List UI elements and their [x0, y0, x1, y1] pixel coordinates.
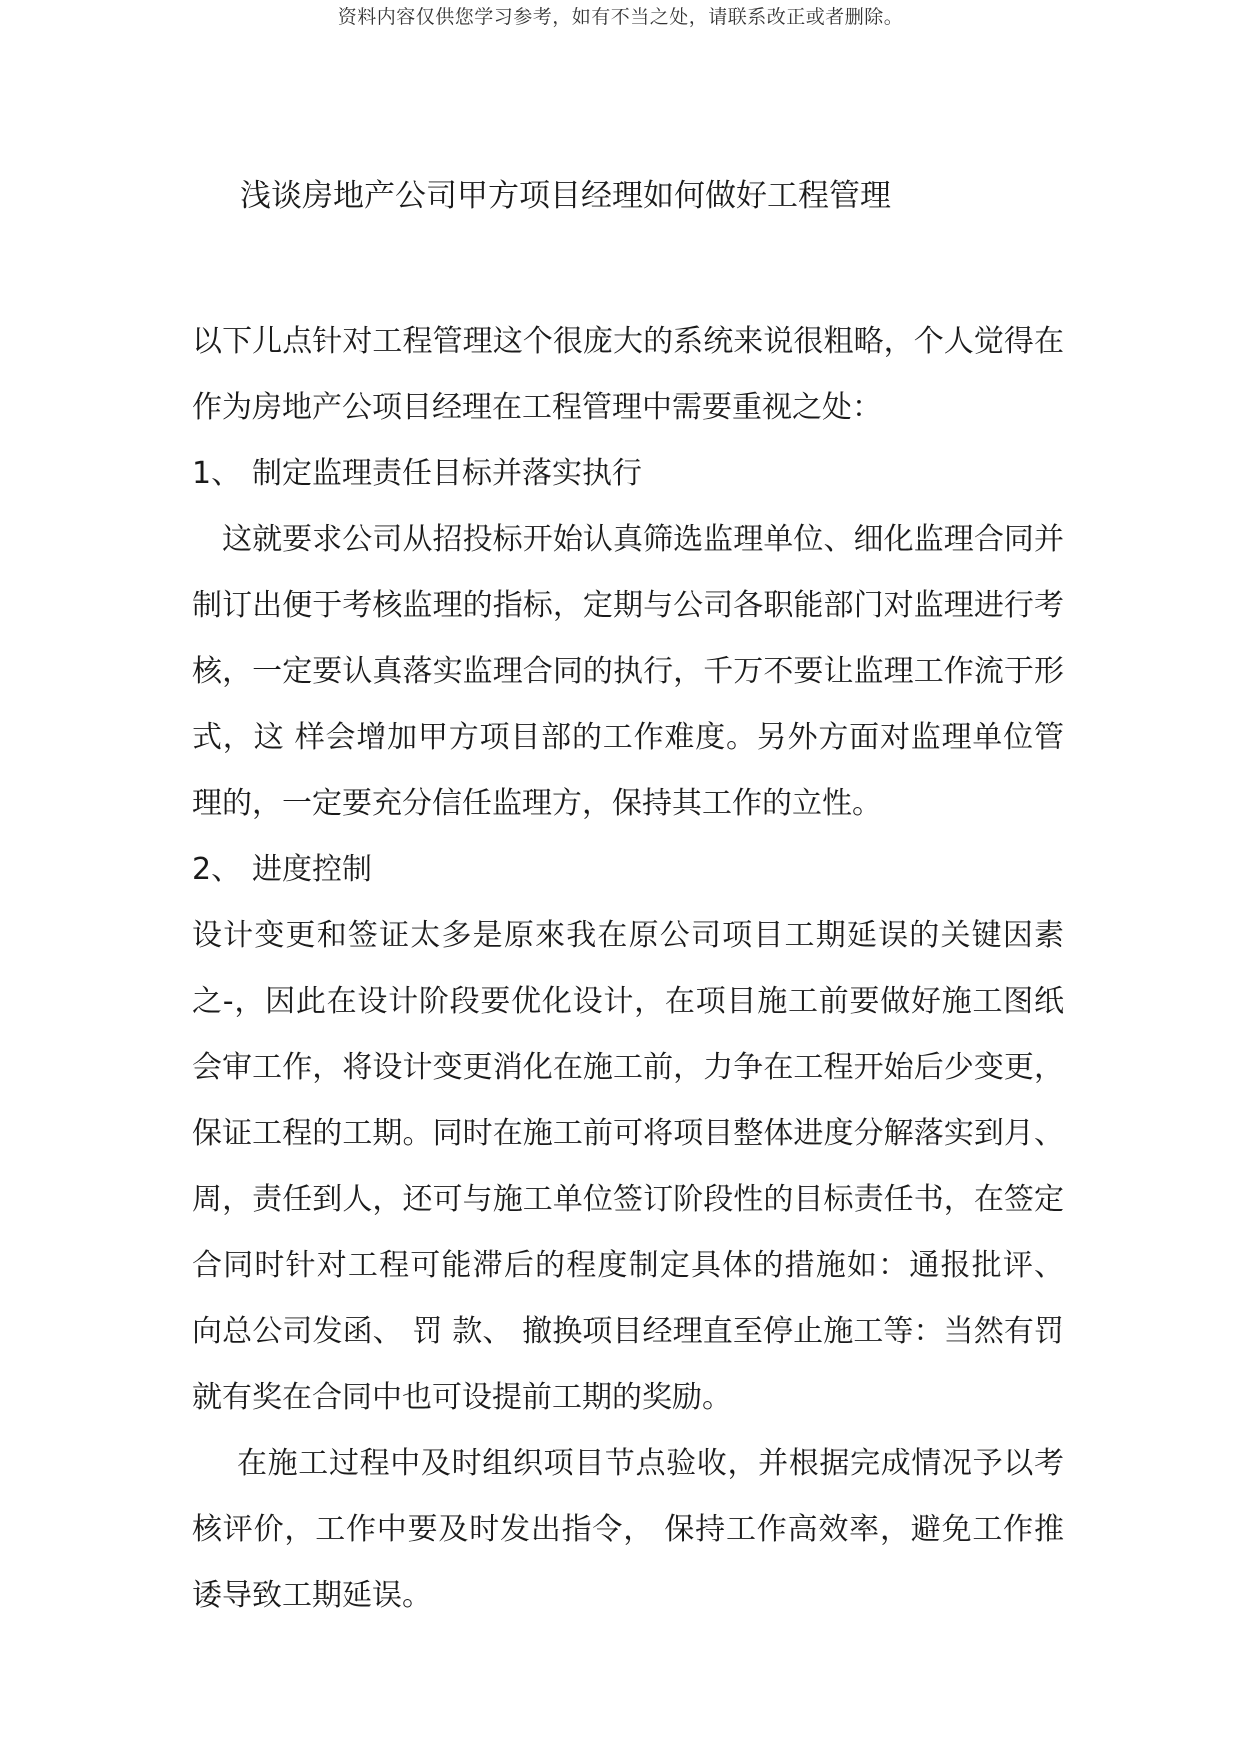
section-number: 2、 — [192, 852, 242, 887]
section-1-paragraph-1: 这就要求公司从招投标开始认真筛选监理单位、细化监理合同并制订出便于考核监理的指标，定期与公司各职能部门对监理进行考核，一定要认真落实监理合同的执行，千万不要让监理工作流于形式，这 样会增加甲方项目部的工作难度。另外方面对监理单位管理的，一定要充分信任监理方，保持其工作的立性。 — [192, 522, 1064, 821]
section-heading-1 — [192, 441, 1064, 507]
document-body — [192, 309, 1064, 1629]
page-header-notice: 资料内容仅供您学习参考，如有不当之处，请联系改正或者删除。 — [337, 6, 904, 28]
section-heading-text: 制定监理责任目标并落实执行 — [252, 456, 642, 491]
section-heading-2 — [192, 837, 1064, 903]
section-number: 1、 — [192, 456, 242, 491]
document-title: 浅谈房地产公司甲方项目经理如何做好工程管理 — [240, 178, 891, 214]
section-2-paragraph-2: 在施工过程中及时组织项目节点验收，并根据完成情况予以考核评价，工作中要及时发出指令， 保持工作高效率，避免工作推诿导致工期延误。 — [192, 1446, 1064, 1613]
intro-paragraph: 以下儿点针对工程管理这个很庞大的系统来说很粗略，个人觉得在作为房地产公项目经理在工程管理中需要重视之处： — [192, 324, 1064, 425]
section-2-paragraph-1: 设计变更和签证太多是原來我在原公司项目工期延误的关键因素之-，因此在设计阶段要优化设计，在项目施工前要做好施工图纸会审工作，将设计变更消化在施工前，力争在工程开始后少变更，保证工程的工期。同时在施工前可将项目整体进度分解落实到月、周，责任到人，还可与施工单位签订阶段性的目标责任书，在签定合同时针对工程可能滞后的程度制定具体的措施如：通报批评、 向总公司发函、 罚 款、 撤换项目经理直至停止施工等：当然有罚就有奖在合同中也可设提前工期的奖励。 — [192, 918, 1064, 1415]
section-heading-text: 进度控制 — [252, 852, 372, 887]
